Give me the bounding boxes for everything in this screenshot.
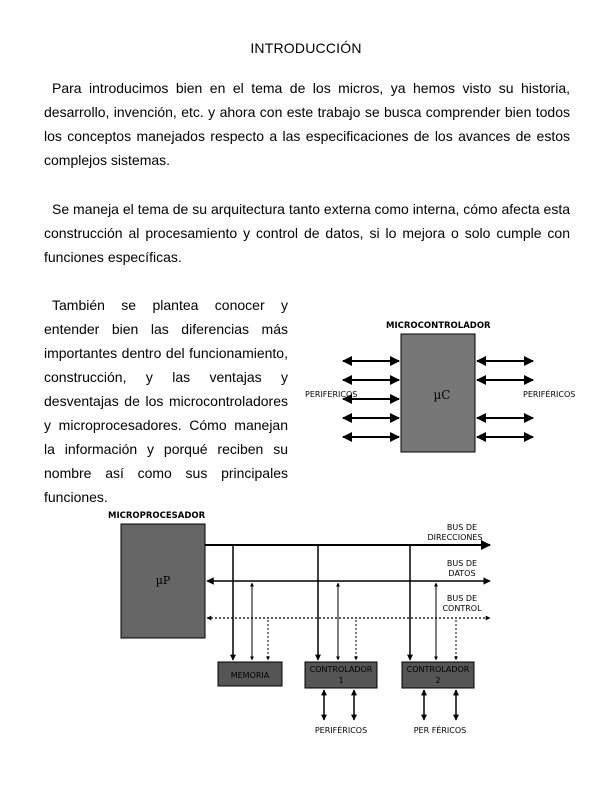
peripherals-1-label: PERIFÉRICOS bbox=[314, 726, 368, 735]
mpu-title: MICROPROCESADOR bbox=[108, 511, 206, 521]
microcontroller-diagram bbox=[305, 321, 575, 452]
mcu-title: MICROCONTROLADOR bbox=[386, 321, 491, 331]
peripherals-2-label: PER FÉRICOS bbox=[413, 726, 467, 735]
paragraph-3: También se plantea conocer y entender bien las diferencias más importantes dentro del funcionamiento, construcción, y las ventajas y desventajas de los microcontroladores y microprocesadores. Cómo manejan la información y porqué reciben su nombre así como sus principales funciones. bbox=[44, 297, 288, 505]
data-bus-label-1: BUS DE bbox=[446, 559, 478, 568]
mcu-left-label: PERIFERICOS bbox=[305, 390, 358, 399]
controller-2-label-1: CONTROLADOR bbox=[406, 665, 470, 674]
mpu-cpu-label: µP bbox=[155, 574, 171, 587]
paragraph-1: Para introducimos bien en el tema de los micros, ya hemos visto su historia, desarrollo, invención, etc. y ahora con este trabajo se busca comprender bien todos los conceptos manejados respecto a las especificaciones de los avances de estos complejos sistemas. bbox=[44, 80, 570, 168]
controller-1-label-1: CONTROLADOR bbox=[309, 665, 373, 674]
data-bus-label-2: DATOS bbox=[448, 569, 476, 578]
controller-1-label-2: 1 bbox=[338, 676, 344, 685]
mcu-chip-label: µC bbox=[433, 388, 451, 402]
microprocessor-diagram bbox=[108, 511, 490, 735]
paragraph-2: Se maneja el tema de su arquitectura tanto externa como interna, cómo afecta esta construcción al procesamiento y control de datos, si lo mejora o solo cumple con funciones específicas. bbox=[44, 201, 570, 265]
address-bus-label-2: DIRECCIONES bbox=[427, 533, 483, 542]
controller-2-label-2: 2 bbox=[435, 676, 441, 685]
mcu-right-label: PERIFÉRICOS bbox=[523, 390, 576, 399]
page-title: INTRODUCCIÓN bbox=[250, 40, 362, 56]
mcu-left-arrows bbox=[343, 361, 399, 437]
control-bus-label-1: BUS DE bbox=[446, 594, 478, 603]
address-bus-label-1: BUS DE bbox=[446, 523, 478, 532]
memory-label: MEMORIA bbox=[230, 671, 270, 680]
control-bus-label-2: CONTROL bbox=[442, 604, 482, 613]
mcu-right-arrows bbox=[477, 361, 533, 437]
